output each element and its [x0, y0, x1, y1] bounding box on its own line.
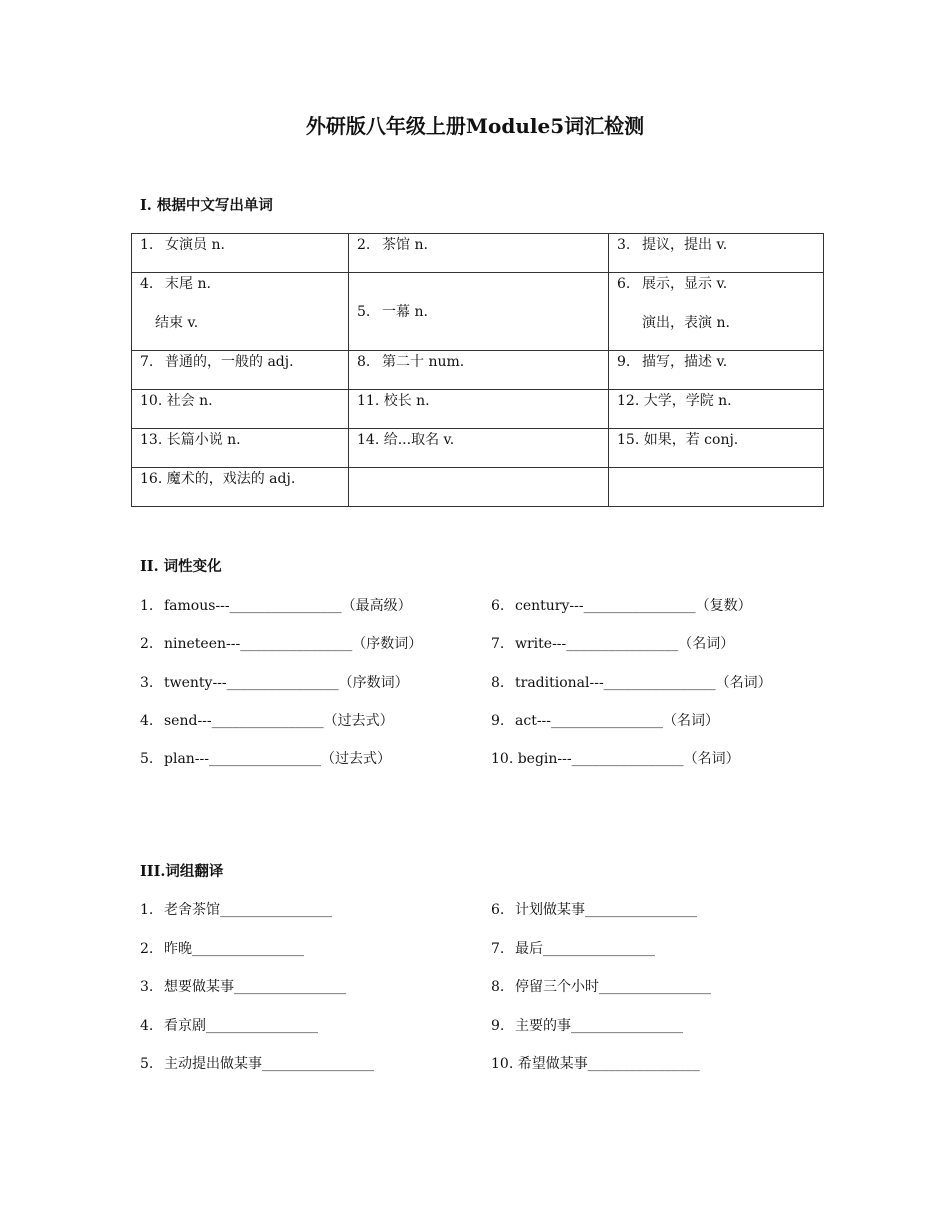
- list-item: 2. 昨晚________________: [140, 941, 304, 957]
- table-cell: 11. 校长 n.: [349, 390, 609, 429]
- list-item: 10. begin---________________（名词）: [491, 751, 740, 767]
- table-cell: 15. 如果，若 conj.: [609, 429, 824, 468]
- list-item: 8. 停留三个小时________________: [491, 979, 711, 995]
- table-cell: [349, 468, 609, 507]
- table-row: [132, 273, 824, 351]
- table-row: [132, 390, 824, 429]
- list-item: 10. 希望做某事________________: [491, 1056, 700, 1072]
- list-item: 5. 主动提出做某事________________: [140, 1056, 374, 1072]
- list-item: 7. 最后________________: [491, 941, 655, 957]
- table-row: [132, 351, 824, 390]
- vocab-table: [131, 233, 824, 507]
- list-item: 9. act---________________（名词）: [491, 713, 720, 729]
- table-cell: [609, 468, 824, 507]
- table-cell: 14. 给...取名 v.: [349, 429, 609, 468]
- list-item: 8. traditional---________________（名词）: [491, 675, 772, 691]
- list-item: 6. century---________________（复数）: [491, 598, 752, 614]
- table-row: [132, 429, 824, 468]
- table-cell: 1. 女演员 n.: [132, 234, 349, 273]
- table-cell: 7. 普通的，一般的 adj.: [132, 351, 349, 390]
- table-cell: 6. 展示，显示 v. 演出，表演 n.: [609, 273, 824, 351]
- list-item: 3. twenty---________________（序数词）: [140, 675, 409, 691]
- list-item: 4. 看京剧________________: [140, 1018, 318, 1034]
- table-cell: 16. 魔术的，戏法的 adj.: [132, 468, 349, 507]
- table-cell: 4. 末尾 n. 结束 v.: [132, 273, 349, 351]
- section-3-heading: III.词组翻译: [140, 863, 224, 880]
- table-cell: 3. 提议，提出 v.: [609, 234, 824, 273]
- list-item: 7. write---________________（名词）: [491, 636, 735, 652]
- page-title: 外研版八年级上册Module5词汇检测: [305, 114, 645, 138]
- list-item: 3. 想要做某事________________: [140, 979, 346, 995]
- list-item: 6. 计划做某事________________: [491, 902, 697, 918]
- list-item: 2. nineteen---________________（序数词）: [140, 636, 423, 652]
- section-2-heading: II. 词性变化: [140, 558, 222, 575]
- table-cell: 5. 一幕 n.: [349, 273, 609, 351]
- list-item: 5. plan---________________（过去式）: [140, 751, 391, 767]
- list-item: 1. 老舍茶馆________________: [140, 902, 332, 918]
- list-item: 9. 主要的事________________: [491, 1018, 683, 1034]
- table-cell: 9. 描写，描述 v.: [609, 351, 824, 390]
- table-row: [132, 468, 824, 507]
- table-cell: 10. 社会 n.: [132, 390, 349, 429]
- list-item: 1. famous---________________（最高级）: [140, 598, 412, 614]
- table-cell: 2. 茶馆 n.: [349, 234, 609, 273]
- table-cell: 8. 第二十 num.: [349, 351, 609, 390]
- table-cell: 12. 大学，学院 n.: [609, 390, 824, 429]
- table-cell: 13. 长篇小说 n.: [132, 429, 349, 468]
- section-1-heading: I. 根据中文写出单词: [140, 197, 273, 214]
- table-row: [132, 234, 824, 273]
- list-item: 4. send---________________（过去式）: [140, 713, 394, 729]
